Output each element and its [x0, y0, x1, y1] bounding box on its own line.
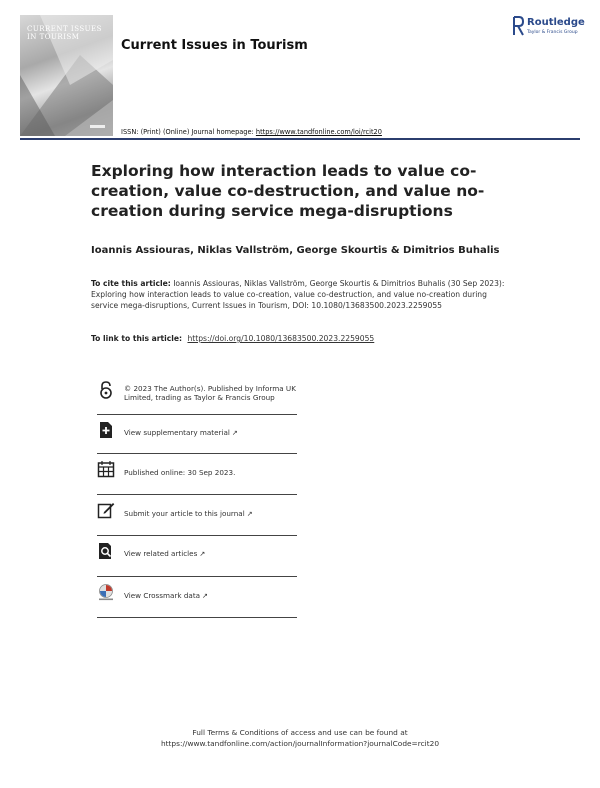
footer	[0, 727, 600, 749]
footer-terms-link[interactable]: https://www.tandfonline.com/action/journalInformation?journalCode=rcit20	[160, 739, 440, 748]
list-item-published	[97, 454, 297, 495]
footer-terms-text: Full Terms & Conditions of access and use can be found at	[192, 728, 408, 737]
external-link-icon: ↗	[199, 550, 206, 558]
list-item-related[interactable]	[97, 536, 297, 577]
routledge-logo-icon	[512, 15, 524, 37]
list-item-crossmark[interactable]	[97, 577, 297, 618]
calendar-icon	[97, 460, 115, 478]
publisher-name: Routledge	[527, 17, 585, 28]
supplementary-file-icon	[97, 421, 115, 439]
journal-name: Current Issues in Tourism	[121, 38, 308, 53]
header-divider	[20, 138, 580, 140]
edit-icon	[97, 501, 115, 519]
list-item-supplementary[interactable]	[97, 415, 297, 454]
related-articles-link[interactable]: View related articles ↗	[124, 549, 206, 558]
open-access-icon	[97, 381, 115, 399]
supplementary-link[interactable]: View supplementary material ↗	[124, 428, 238, 437]
doi-link[interactable]: https://doi.org/10.1080/13683500.2023.2259055	[187, 334, 375, 343]
publisher-logo	[512, 15, 584, 39]
journal-cover-image	[20, 15, 113, 136]
published-date: Published online: 30 Sep 2023.	[124, 468, 236, 477]
crossmark-link[interactable]: View Crossmark data ↗	[124, 591, 208, 600]
journal-homepage-link[interactable]: https://www.tandfonline.com/loi/rcit20	[255, 128, 382, 136]
article-title: Exploring how interaction leads to value co-creation, value co-destruction, and value no-creation during service mega-disruptions	[91, 162, 485, 220]
publisher-tagline: Taylor & Francis Group	[527, 30, 578, 35]
issn-line	[121, 128, 382, 136]
article-authors: Ioannis Assiouras, Niklas Vallström, George Skourtis & Dimitrios Buhalis	[91, 245, 500, 256]
citation-text: Ioannis Assiouras, Niklas Vallström, George Skourtis & Dimitrios Buhalis (30 Sep 2023): Exploring how interaction leads to value co-creation, value co-destruction, and value no-creation during service mega-disruptions, Current Issues in Tourism, DOI: 10.1080/13683500.2023.2259055	[91, 279, 505, 310]
citation-block	[91, 279, 511, 311]
cover-title: CURRENT ISSUES IN TOURISM	[27, 25, 102, 41]
article-link-line	[91, 334, 374, 343]
copyright-text: © 2023 The Author(s). Published by Informa UK Limited, trading as Taylor & Francis Group	[124, 384, 296, 402]
list-item-submit[interactable]	[97, 495, 297, 536]
link-label: To link to this article:	[91, 334, 183, 343]
citation-label: To cite this article:	[91, 279, 171, 288]
external-link-icon: ↗	[246, 510, 253, 518]
external-link-icon: ↗	[231, 429, 238, 437]
search-doc-icon	[97, 542, 115, 560]
external-link-icon: ↗	[202, 592, 208, 600]
submit-article-link[interactable]: Submit your article to this journal ↗	[124, 509, 253, 518]
crossmark-icon	[97, 583, 115, 601]
issn-label: ISSN: (Print) (Online) Journal homepage:	[121, 128, 254, 136]
article-actions-list	[97, 376, 297, 618]
list-item-open-access	[97, 376, 297, 415]
